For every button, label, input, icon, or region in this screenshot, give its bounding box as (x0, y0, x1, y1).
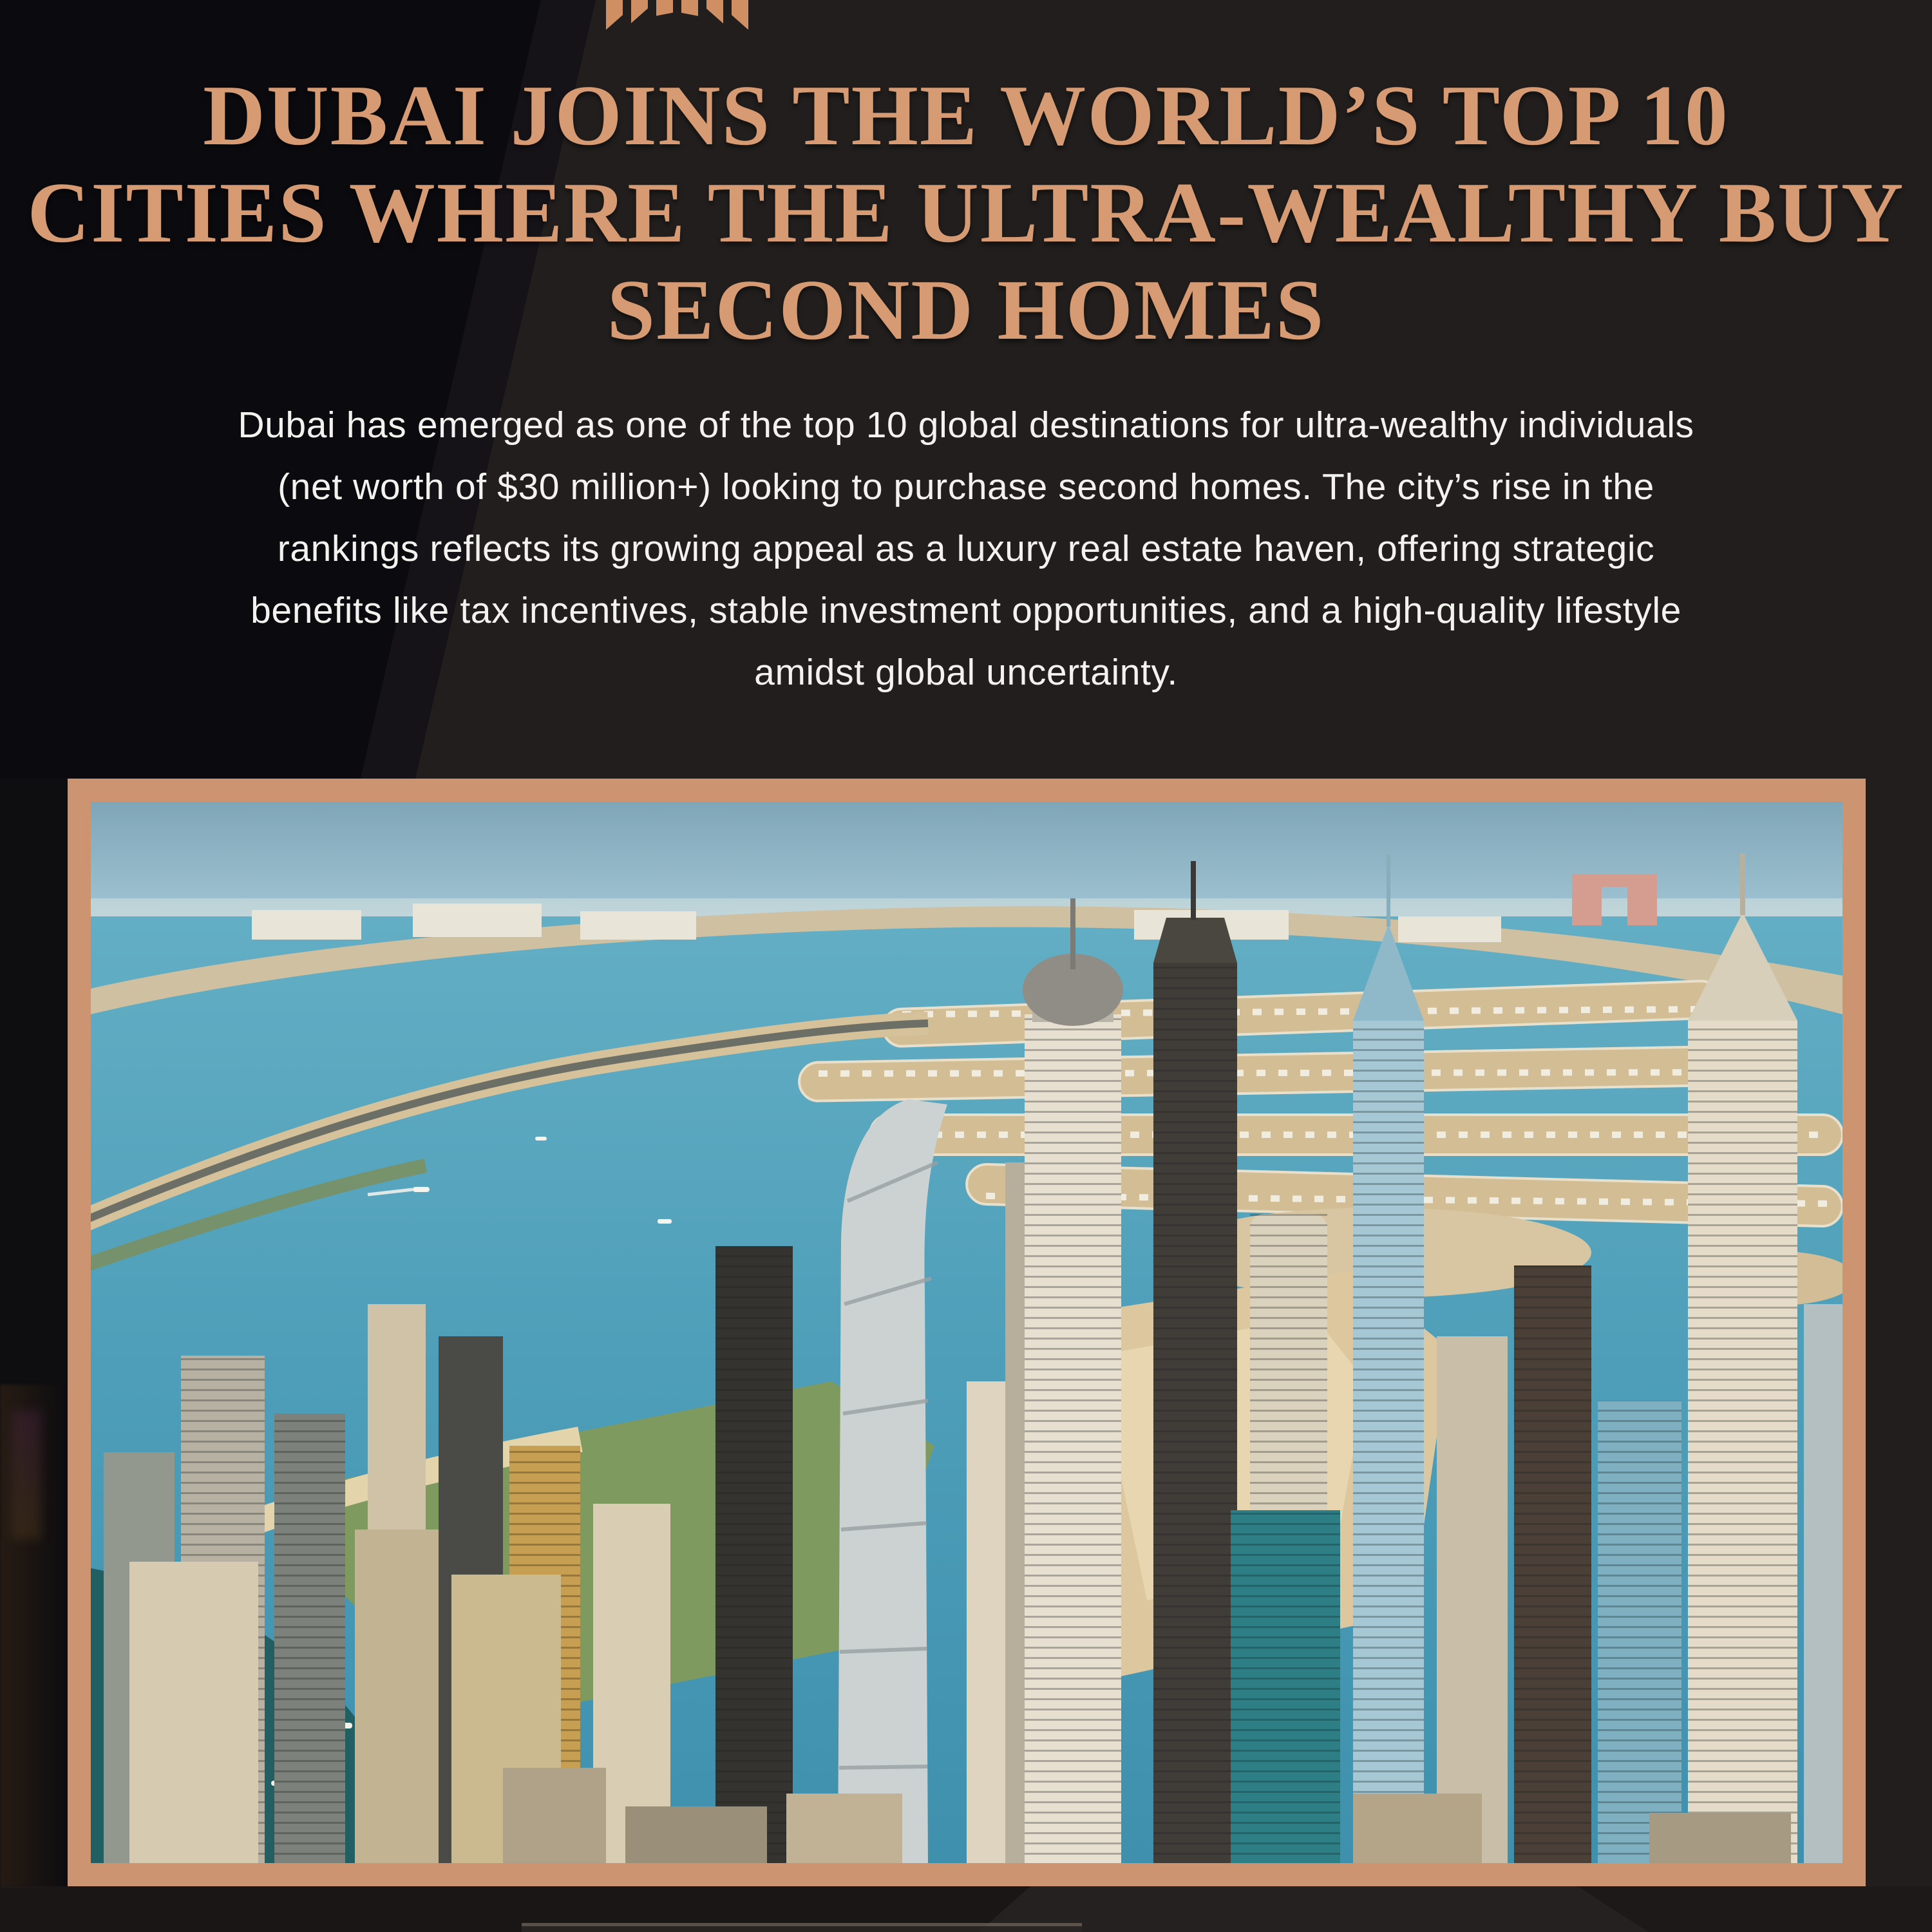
headline-line-3: SECOND HOMES (607, 262, 1325, 357)
blue-spire-tower (1353, 855, 1424, 1863)
page-title (0, 67, 1932, 359)
intro-paragraph (90, 394, 1842, 703)
lattice-crown-tower (1688, 853, 1797, 1863)
left-margin-glow-accent (12, 1410, 41, 1539)
headline-line-1: DUBAI JOINS THE WORLD’S TOP 10 (203, 68, 1729, 163)
next-section-edge (522, 1923, 1082, 1932)
intro-line-3: rankings reflects its growing appeal as a luxury real estate haven, offering strategic (277, 528, 1655, 569)
dome-top-tower (1023, 898, 1123, 1863)
photo-frame (68, 779, 1866, 1886)
intro-line-5: amidst global uncertainty. (754, 652, 1178, 693)
headline-line-2: CITIES WHERE THE ULTRA-WEALTHY BUY (27, 165, 1905, 260)
intro-line-2: (net worth of $30 million+) looking to purchase second homes. The city’s rise in the (278, 466, 1654, 507)
crown-ribbons-icon (606, 0, 749, 32)
dubai-skyline-photo (91, 802, 1842, 1863)
dark-supertall-tower (1153, 861, 1237, 1863)
intro-line-1: Dubai has emerged as one of the top 10 global destinations for ultra-wealthy individuals (238, 404, 1694, 446)
intro-line-4: benefits like tax incentives, stable investment opportunities, and a high-quality lifestyle (251, 590, 1681, 631)
